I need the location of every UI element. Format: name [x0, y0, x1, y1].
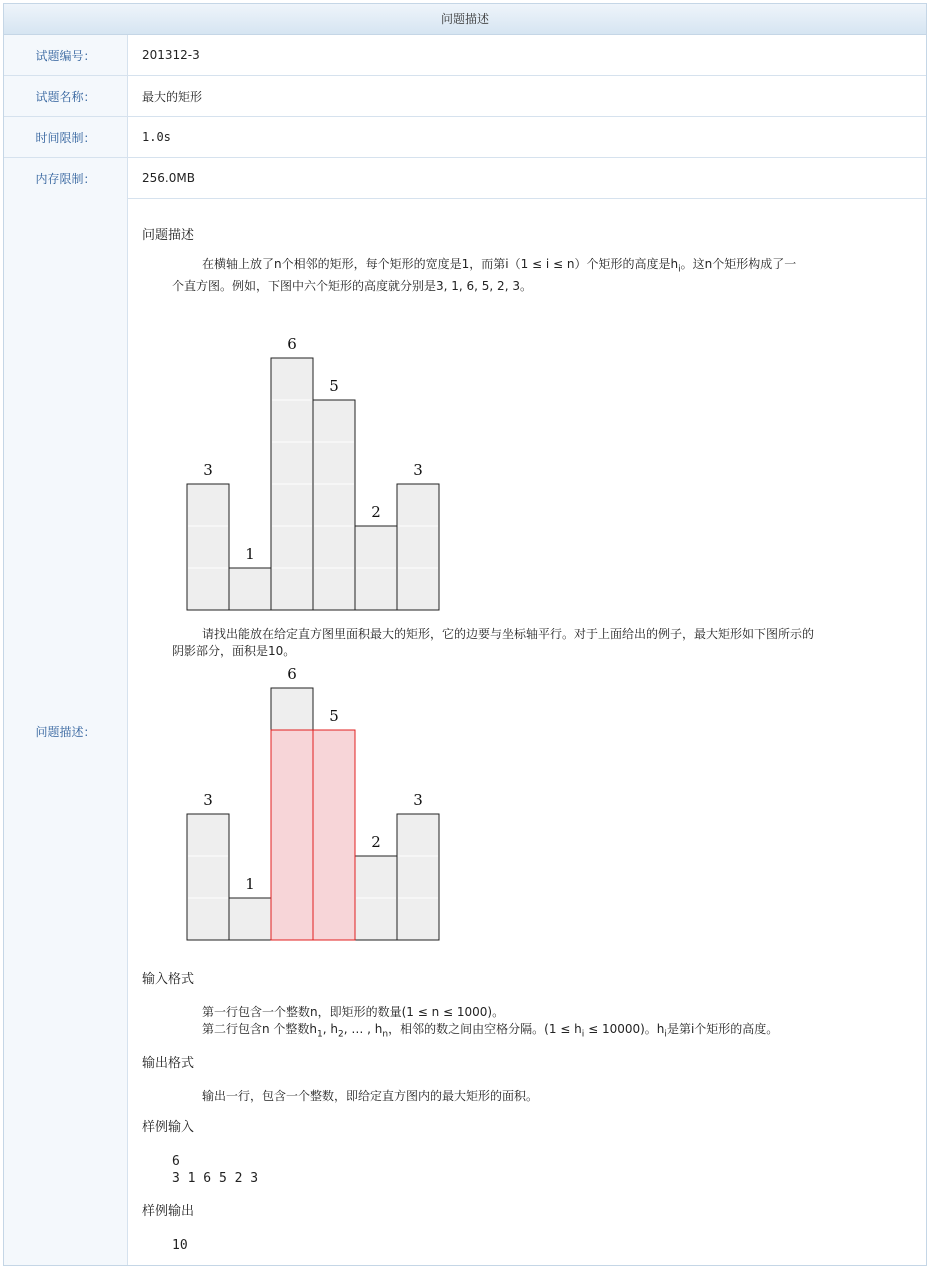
bar-value-label: 2 [371, 503, 381, 521]
problem-name-value: 最大的矩形 [142, 89, 203, 104]
problem-table [3, 3, 927, 1266]
input-format-text [172, 1004, 931, 1043]
sample-input-heading: 样例输入 [142, 1120, 195, 1135]
histogram-bar-2 [229, 568, 271, 610]
output-format-text: 输出一行，包含一个整数，即给定直方图内的最大矩形的面积。 [202, 1089, 539, 1103]
time-limit-label: 时间限制： [4, 117, 128, 157]
bar-value-label: 5 [329, 377, 339, 395]
description-label: 问题描述： [4, 198, 128, 1265]
problem-name-label: 试题名称： [4, 76, 128, 116]
bar-value-label: 6 [287, 335, 297, 353]
histogram-bar-2 [229, 898, 271, 940]
description-content [142, 198, 922, 1265]
bar-value-label: 1 [245, 545, 255, 563]
problem-id-label: 试题编号： [4, 35, 128, 75]
bar-value-label: 3 [413, 791, 423, 809]
bar-value-label: 5 [329, 707, 339, 725]
sample-output-block: 10 [172, 1238, 188, 1253]
desc-paragraph-1: 在横轴上放了n个相邻的矩形，每个矩形的宽度是1，而第i（1 ≤ i ≤ n）个矩形的高度是$h_i$。这n个矩形构成了一 个直方图。例如，下图中六个矩形的高度就分别是3, 1, 6, 5, 2, 3。 [172, 257, 797, 294]
histogram-bar-6 [397, 814, 439, 940]
bar-value-label: 1 [245, 875, 255, 893]
row-problem-id [4, 35, 926, 76]
sample-output-heading: 样例输出 [142, 1204, 195, 1219]
bar-value-label: 6 [287, 665, 297, 683]
input-format-line-1: 第一行包含一个整数n，即矩形的数量(1 ≤ n ≤ 1000)。 [202, 1005, 505, 1019]
bar-value-label: 3 [203, 461, 213, 479]
time-limit-value: 1.0s [142, 130, 171, 144]
bar-value-label: 2 [371, 833, 381, 851]
row-time-limit [4, 117, 926, 158]
problem-id-value: 201312-3 [142, 48, 200, 62]
input-format-line-2: 第二行包含n 个整数$h_1$, $h_2$, … , $h_n$，相邻的数之间由空格分隔。$(1 \le h_i \le 10000)$。$h_i$是第i个矩形的高度。 [202, 1022, 779, 1040]
histogram-bar-1 [187, 484, 229, 610]
desc-heading: 问题描述 [142, 228, 195, 243]
histogram-bar-4 [313, 400, 355, 610]
sample-input-block: 6 3 1 6 5 2 3 [172, 1154, 259, 1186]
histogram-chart [172, 328, 452, 620]
memory-limit-value: 256.0MB [142, 171, 195, 185]
memory-limit-label: 内存限制： [4, 158, 128, 198]
row-problem-name [4, 76, 926, 117]
table-header: 问题描述 [4, 4, 926, 35]
max-rectangle-chart [172, 658, 452, 950]
bar-value-label: 3 [203, 791, 213, 809]
histogram-bar-6 [397, 484, 439, 610]
bar-value-label: 3 [413, 461, 423, 479]
output-format-heading: 输出格式 [142, 1056, 195, 1071]
desc-paragraph-2: 请找出能放在给定直方图里面积最大的矩形，它的边要与坐标轴平行。对于上面给出的例子，最大矩形如下图所示的 阴影部分，面积是10。 [172, 627, 815, 658]
input-format-heading: 输入格式 [142, 972, 195, 987]
histogram-bar-1 [187, 814, 229, 940]
row-memory-limit [4, 158, 926, 199]
